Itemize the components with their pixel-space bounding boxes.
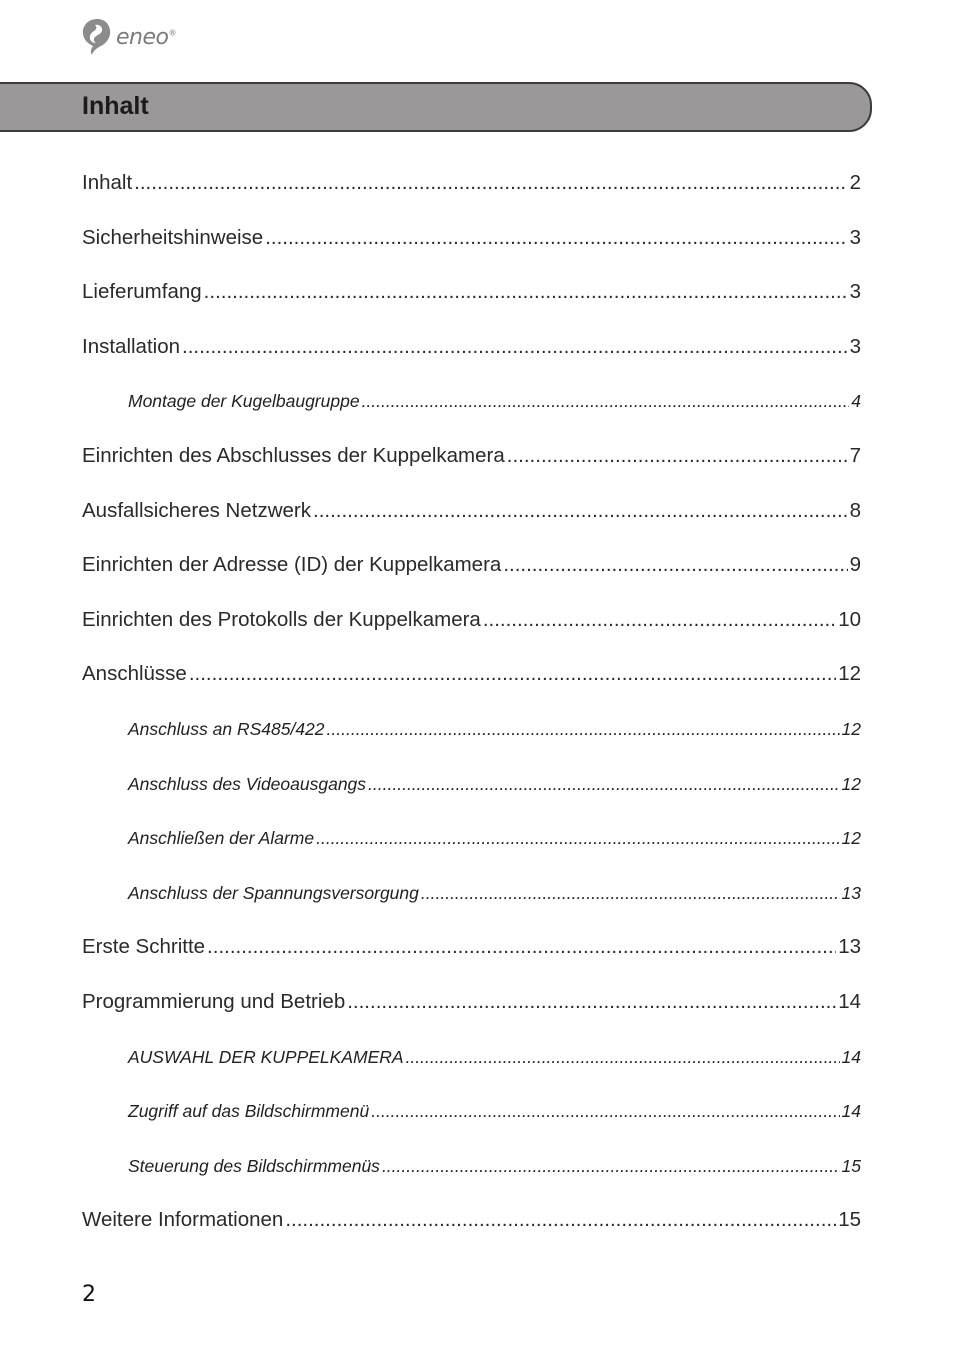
- toc-entry-page: 3: [849, 334, 861, 358]
- toc-subentry[interactable]: [82, 1084, 861, 1139]
- toc-entry-page: 12: [838, 662, 861, 686]
- toc-leader-dots: [285, 1193, 836, 1248]
- toc-entry-title: Lieferumfang: [82, 280, 202, 304]
- toc-entry[interactable]: [82, 156, 861, 211]
- logo-wordmark: eneo®: [116, 24, 176, 50]
- page-number: 2: [82, 1282, 96, 1307]
- toc-entry-title: Inhalt: [82, 171, 133, 194]
- toc-entry-title: Einrichten der Adresse (ID) der Kuppelkamera: [82, 553, 502, 577]
- toc-entry-page: 15: [841, 1155, 861, 1176]
- toc-entry-page: 3: [849, 280, 861, 304]
- toc-leader-dots: [182, 320, 848, 375]
- toc-entry-title: AUSWAHL DER KUPPELKAMERA: [128, 1046, 404, 1067]
- toc-leader-dots: [421, 866, 840, 921]
- toc-entry-page: 12: [841, 773, 861, 794]
- table-of-contents: [82, 156, 861, 1248]
- toc-entry-page: 14: [841, 1046, 861, 1067]
- toc-entry-page: 14: [838, 989, 861, 1013]
- toc-entry-page: 9: [849, 553, 861, 577]
- toc-entry-title: Einrichten des Abschlusses der Kuppelkamera: [82, 443, 505, 467]
- toc-leader-dots: [327, 702, 840, 757]
- toc-leader-dots: [362, 374, 850, 429]
- toc-subentry[interactable]: [82, 1139, 861, 1194]
- toc-leader-dots: [368, 757, 839, 812]
- toc-subentry[interactable]: [82, 1030, 861, 1085]
- eneo-logo-icon: [80, 16, 114, 56]
- toc-entry-page: 13: [841, 882, 861, 903]
- toc-entry[interactable]: [82, 920, 861, 975]
- toc-entry-page: 12: [841, 718, 861, 739]
- toc-entry-page: 4: [851, 391, 861, 412]
- toc-leader-dots: [207, 920, 836, 975]
- toc-entry-title: Weitere Informationen: [82, 1208, 284, 1232]
- toc-entry[interactable]: [82, 429, 861, 484]
- toc-leader-dots: [503, 538, 847, 593]
- toc-entry-title: Programmierung und Betrieb: [82, 989, 346, 1013]
- toc-entry-page: 3: [849, 225, 861, 249]
- toc-subentry[interactable]: [82, 757, 861, 812]
- page-title: Inhalt: [82, 92, 149, 120]
- toc-entry-title: Installation: [82, 334, 181, 358]
- toc-leader-dots: [406, 1030, 840, 1085]
- toc-entry-page: 8: [849, 498, 861, 522]
- toc-entry[interactable]: [82, 1193, 861, 1248]
- toc-entry[interactable]: [82, 265, 861, 320]
- toc-subentry[interactable]: [82, 811, 861, 866]
- toc-entry-page: 2: [849, 171, 861, 194]
- toc-entry-page: 13: [838, 935, 861, 959]
- toc-leader-dots: [204, 265, 848, 320]
- eneo-logo: [80, 16, 176, 56]
- toc-entry-title: Einrichten des Protokolls der Kuppelkamera: [82, 607, 481, 631]
- toc-entry-title: Anschluss der Spannungsversorgung: [128, 882, 419, 903]
- toc-entry[interactable]: [82, 484, 861, 539]
- toc-entry[interactable]: [82, 320, 861, 375]
- toc-entry-title: Steuerung des Bildschirmmenüs: [128, 1155, 380, 1176]
- toc-entry-page: 10: [838, 607, 861, 631]
- toc-entry-title: Montage der Kugelbaugruppe: [128, 391, 360, 412]
- toc-entry[interactable]: [82, 975, 861, 1030]
- toc-leader-dots: [134, 156, 847, 211]
- toc-leader-dots: [313, 484, 848, 539]
- toc-subentry[interactable]: [82, 866, 861, 921]
- toc-entry-page: 15: [838, 1208, 861, 1232]
- toc-leader-dots: [483, 593, 836, 648]
- toc-entry-title: Anschließen der Alarme: [128, 828, 315, 849]
- toc-entry-page: 14: [841, 1101, 861, 1122]
- toc-entry-title: Anschlüsse: [82, 662, 187, 686]
- toc-subentry[interactable]: [82, 702, 861, 757]
- toc-leader-dots: [371, 1084, 839, 1139]
- toc-entry[interactable]: [82, 538, 861, 593]
- toc-entry[interactable]: [82, 593, 861, 648]
- toc-entry-title: Erste Schritte: [82, 935, 206, 959]
- toc-entry-page: 7: [849, 443, 861, 467]
- toc-entry-title: Zugriff auf das Bildschirmmenü: [128, 1101, 370, 1122]
- toc-entry-title: Anschluss an RS485/422: [128, 718, 325, 739]
- toc-leader-dots: [507, 429, 848, 484]
- toc-entry-title: Ausfallsicheres Netzwerk: [82, 498, 311, 522]
- toc-leader-dots: [316, 811, 839, 866]
- toc-entry[interactable]: [82, 647, 861, 702]
- toc-entry-page: 12: [841, 828, 861, 849]
- toc-leader-dots: [382, 1139, 840, 1194]
- toc-entry[interactable]: [82, 211, 861, 266]
- toc-leader-dots: [189, 647, 836, 702]
- toc-leader-dots: [265, 211, 847, 266]
- toc-subentry[interactable]: [82, 374, 861, 429]
- toc-entry-title: Sicherheitshinweise: [82, 225, 264, 249]
- toc-entry-title: Anschluss des Videoausgangs: [128, 773, 367, 794]
- toc-leader-dots: [347, 975, 836, 1030]
